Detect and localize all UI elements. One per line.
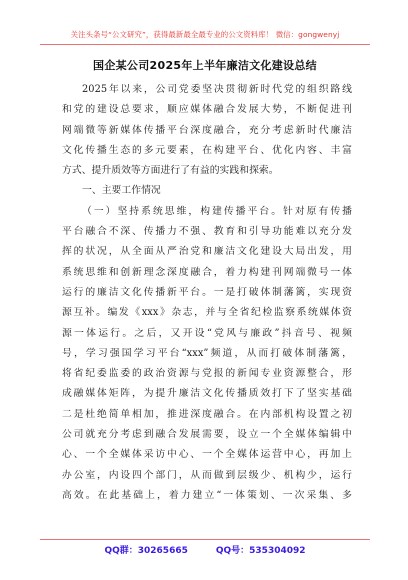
body-line: 将省纪委监委的政治资源与党报的新闻专业资源整合，形 (62, 368, 352, 380)
body-line: 挥的状况，从全面从严治党和廉洁文化建设大局出发，用 (62, 246, 352, 258)
footer-qq-number: QQ号：535304092 (215, 546, 306, 556)
body-line: 心、一个全媒体采访中心、一个全媒体运营中心，再加上 (62, 449, 352, 461)
footer-qq-group: QQ群：30265665 (104, 546, 188, 556)
body-line: 2025年以来，公司党委坚决贯彻新时代党的组织路线 (82, 84, 352, 95)
body-line: 公司就充分考虑到融合发展需要，设立一个全媒体编辑中 (62, 429, 352, 441)
footer-contacts (40, 543, 370, 556)
body-line: 二是杜绝简单相加，推进深度融合。在内部机构设置之初 (62, 408, 352, 420)
body-line: 文化传播生态的多元要素，在构建平台、优化内容、丰富 (62, 144, 352, 156)
body-line: 办公室，内设四个部门，从而做到层级少、机构少，运行 (62, 469, 352, 481)
body-line: 一、主要工作情况 (82, 185, 161, 197)
body-line: 系统思维和创新理念深度融合，着力构建刊网端微号一体 (62, 266, 352, 278)
body-line: 源一体运行。之后，又开设“党风与廉政”抖音号、视频 (62, 327, 352, 339)
footer-divider (40, 539, 370, 540)
body-line: 方式、提升质效等方面进行了有益的实践和探索。 (62, 165, 279, 177)
body-line: 成融媒体矩阵，为提升廉洁文化传播质效打下了坚实基础 (62, 388, 352, 400)
header-banner: 关注头条号“公文研究”，获得最新最全最专业的公文资料库！ 微信：gongwenyj (70, 30, 340, 39)
body-line: 源互补。编发《xxx》杂志，并与全省纪检监察系统媒体资 (62, 307, 352, 319)
document-body (62, 80, 352, 506)
body-line: 平台融合不深、传播力不强、教育和引导功能难以充分发 (62, 226, 352, 238)
document-title: 国企某公司2025年上半年廉洁文化建设总结 (93, 59, 317, 72)
body-line: 高效。在此基础上，着力建立“一体策划、一次采集、多 (62, 489, 352, 501)
body-line: 号，学习强国学习平台“xxx”频道，从而打破体制藩篱， (62, 347, 352, 359)
body-line: 和党的建设总要求，顺应媒体融合发展大势，不断促进刊 (62, 104, 352, 116)
body-line: 运行的廉洁文化传播新平台。一是打破体制藩篱，实现资 (62, 286, 352, 298)
body-line: 网端微等新媒体传播平台深度融合，充分考虑新时代廉洁 (62, 124, 352, 136)
body-line: （一）坚持系统思维，构建传播平台。针对原有传播 (82, 205, 352, 217)
header-divider (40, 44, 370, 45)
